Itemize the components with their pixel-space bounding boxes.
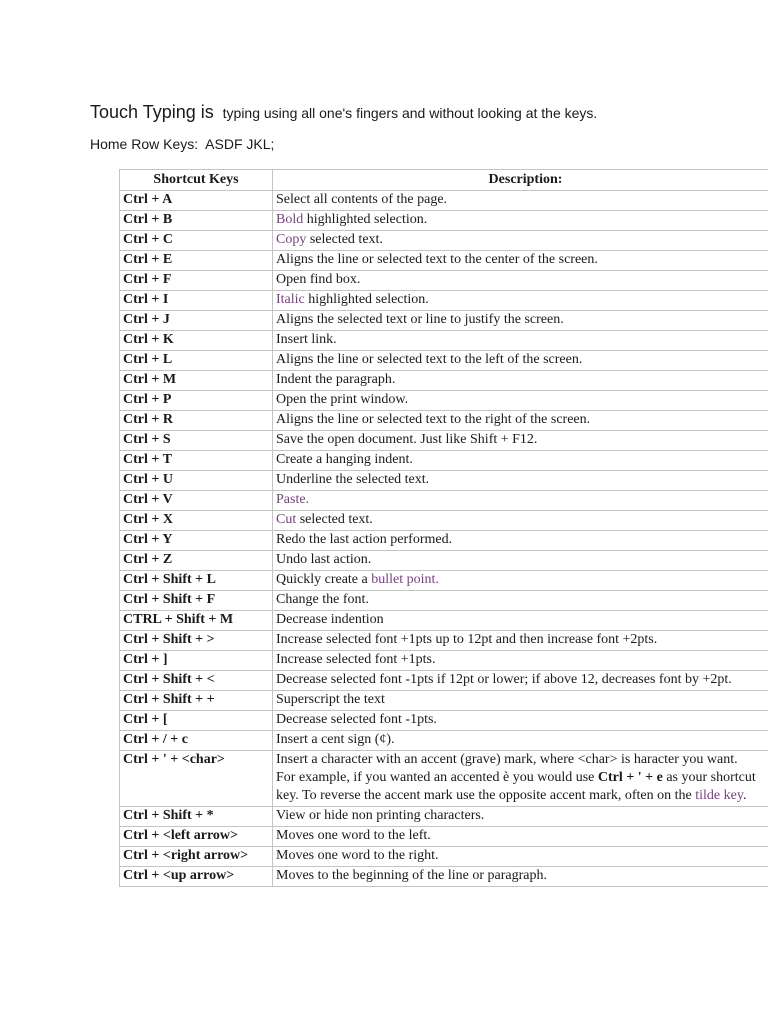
link-text[interactable]: Bold	[276, 212, 304, 227]
description-cell	[273, 291, 768, 311]
description-cell	[273, 351, 768, 371]
description-cell	[273, 631, 768, 651]
description-text: Moves one word to the right.	[276, 848, 439, 863]
shortcut-key-cell: Ctrl + C	[120, 231, 273, 251]
description-cell	[273, 411, 768, 431]
description-text: Increase selected font +1pts.	[276, 652, 436, 667]
table-row	[120, 471, 768, 491]
shortcut-key-cell: Ctrl + R	[120, 411, 273, 431]
table-row	[120, 551, 768, 571]
description-text: Change the font.	[276, 592, 369, 607]
header-shortcut-keys: Shortcut Keys	[120, 170, 273, 191]
description-text: Aligns the line or selected text to the center of the screen.	[276, 252, 598, 267]
shortcut-key-cell: Ctrl + K	[120, 331, 273, 351]
description-cell	[273, 271, 768, 291]
table-row	[120, 611, 768, 631]
shortcut-key-cell: Ctrl + M	[120, 371, 273, 391]
shortcut-key-cell: Ctrl + L	[120, 351, 273, 371]
table-row	[120, 251, 768, 271]
table-body	[120, 191, 768, 887]
table-row	[120, 847, 768, 867]
table-row	[120, 531, 768, 551]
table-row	[120, 731, 768, 751]
description-cell	[273, 867, 768, 887]
description-cell	[273, 531, 768, 551]
description-text: Redo the last action performed.	[276, 532, 453, 547]
table-row	[120, 291, 768, 311]
table-row	[120, 491, 768, 511]
table-row	[120, 311, 768, 331]
bold-text: Ctrl + ' + e	[597, 770, 663, 785]
shortcut-key-cell: Ctrl + Shift + L	[120, 571, 273, 591]
shortcut-key-cell: CTRL + Shift + M	[120, 611, 273, 631]
table-row	[120, 391, 768, 411]
description-text: View or hide non printing characters.	[276, 808, 485, 823]
heading-definition: typing using all one's fingers and without looking at the keys.	[222, 105, 598, 121]
table-row	[120, 211, 768, 231]
shortcut-key-cell: Ctrl + P	[120, 391, 273, 411]
shortcut-key-cell: Ctrl + E	[120, 251, 273, 271]
shortcut-table	[119, 169, 768, 887]
description-text: Create a hanging indent.	[276, 452, 413, 467]
table-row	[120, 807, 768, 827]
description-text: Quickly create a	[276, 572, 372, 587]
header-description: Description:	[273, 170, 768, 191]
description-cell	[273, 511, 768, 531]
table-row	[120, 571, 768, 591]
table-row	[120, 711, 768, 731]
description-cell	[273, 491, 768, 511]
shortcut-key-cell: Ctrl + <left arrow>	[120, 827, 273, 847]
description-text: Insert link.	[276, 332, 337, 347]
description-cell	[273, 231, 768, 251]
shortcut-key-cell: Ctrl + U	[120, 471, 273, 491]
description-text: Moves one word to the left.	[276, 828, 431, 843]
description-text: Save the open document. Just like Shift + F12.	[276, 432, 538, 447]
description-cell	[273, 731, 768, 751]
description-cell	[273, 651, 768, 671]
table-header-row	[120, 170, 768, 191]
description-text: selected text.	[306, 232, 383, 247]
shortcut-key-cell: Ctrl + Y	[120, 531, 273, 551]
description-cell	[273, 211, 768, 231]
description-cell	[273, 691, 768, 711]
link-text[interactable]: Cut	[276, 512, 297, 527]
shortcut-key-cell: Ctrl + Shift + *	[120, 807, 273, 827]
description-cell	[273, 451, 768, 471]
description-text: Superscript the text	[276, 692, 385, 707]
description-cell	[273, 391, 768, 411]
description-cell	[273, 551, 768, 571]
shortcut-key-cell: Ctrl + Shift + F	[120, 591, 273, 611]
description-cell	[273, 311, 768, 331]
shortcut-key-cell: Ctrl + B	[120, 211, 273, 231]
description-cell	[273, 591, 768, 611]
description-text: Increase selected font +1pts up to 12pt and then increase font +2pts.	[276, 632, 658, 647]
shortcut-key-cell: Ctrl + / + c	[120, 731, 273, 751]
table-row	[120, 671, 768, 691]
table-row	[120, 411, 768, 431]
shortcut-key-cell: Ctrl + Shift + <	[120, 671, 273, 691]
shortcut-key-cell: Ctrl + ]	[120, 651, 273, 671]
description-text: Underline the selected text.	[276, 472, 430, 487]
description-text: Decrease selected font -1pts if 12pt or lower; if above 12, decreases font by +2pt.	[276, 672, 732, 687]
shortcut-key-cell: Ctrl + Shift + >	[120, 631, 273, 651]
table-row	[120, 351, 768, 371]
home-row-keys: Home Row Keys: ASDF JKL;	[90, 136, 275, 152]
table-row	[120, 271, 768, 291]
description-cell	[273, 847, 768, 867]
shortcut-key-cell: Ctrl + [	[120, 711, 273, 731]
description-cell	[273, 571, 768, 591]
shortcut-key-cell: Ctrl + V	[120, 491, 273, 511]
shortcut-key-cell: Ctrl + X	[120, 511, 273, 531]
shortcut-key-cell: Ctrl + <up arrow>	[120, 867, 273, 887]
shortcut-key-cell: Ctrl + S	[120, 431, 273, 451]
description-cell	[273, 671, 768, 691]
description-text: Insert a cent sign (¢).	[276, 732, 395, 747]
heading-term: Touch Typing is	[90, 102, 214, 122]
link-text[interactable]: tilde key	[695, 788, 743, 803]
shortcut-key-cell: Ctrl + Z	[120, 551, 273, 571]
table-row	[120, 371, 768, 391]
description-text: Open find box.	[276, 272, 361, 287]
table-row	[120, 691, 768, 711]
shortcut-key-cell: Ctrl + I	[120, 291, 273, 311]
shortcut-key-cell: Ctrl + A	[120, 191, 273, 211]
description-cell	[273, 191, 768, 211]
description-text: Open the print window.	[276, 392, 409, 407]
table-row	[120, 331, 768, 351]
description-text: .	[742, 788, 747, 803]
description-text: Moves to the beginning of the line or paragraph.	[276, 868, 547, 883]
description-text: Decrease selected font -1pts.	[276, 712, 437, 727]
description-cell	[273, 471, 768, 491]
table-row	[120, 651, 768, 671]
description-text: Indent the paragraph.	[276, 372, 396, 387]
link-text[interactable]: Italic	[276, 292, 305, 307]
table-row	[120, 451, 768, 471]
shortcut-key-cell: Ctrl + ' + <char>	[120, 751, 273, 807]
description-cell	[273, 751, 768, 807]
description-cell	[273, 431, 768, 451]
description-text: as your shortcut key. To reverse the accent mark use the opposite accent mark, often on the	[276, 770, 756, 803]
shortcut-key-cell: Ctrl + <right arrow>	[120, 847, 273, 867]
table-row	[120, 431, 768, 451]
table-row	[120, 827, 768, 847]
table-row	[120, 191, 768, 211]
description-text: Decrease indention	[276, 612, 384, 627]
description-cell	[273, 611, 768, 631]
description-cell	[273, 827, 768, 847]
description-text: Select all contents of the page.	[276, 192, 448, 207]
description-text: Aligns the selected text or line to justify the screen.	[276, 312, 564, 327]
description-text: highlighted selection.	[304, 292, 429, 307]
description-cell	[273, 331, 768, 351]
description-text: Insert a character with an accent (grave) mark, where <char> is haracter you want. For example, if you wanted an accented è you would use	[276, 752, 738, 785]
description-text: Undo last action.	[276, 552, 372, 567]
table-row	[120, 231, 768, 251]
shortcut-key-cell: Ctrl + T	[120, 451, 273, 471]
description-text: Aligns the line or selected text to the right of the screen.	[276, 412, 591, 427]
link-text[interactable]: Copy	[276, 232, 307, 247]
table-row	[120, 511, 768, 531]
shortcut-key-cell: Ctrl + F	[120, 271, 273, 291]
table-row	[120, 751, 768, 807]
description-cell	[273, 807, 768, 827]
description-text: highlighted selection.	[303, 212, 428, 227]
table-row	[120, 591, 768, 611]
table-row	[120, 631, 768, 651]
description-cell	[273, 371, 768, 391]
table-row	[120, 867, 768, 887]
description-text: selected text.	[296, 512, 373, 527]
description-cell	[273, 251, 768, 271]
shortcut-key-cell: Ctrl + J	[120, 311, 273, 331]
description-cell	[273, 711, 768, 731]
description-text: Aligns the line or selected text to the left of the screen.	[276, 352, 583, 367]
shortcut-key-cell: Ctrl + Shift + +	[120, 691, 273, 711]
page-heading	[90, 95, 597, 125]
link-text[interactable]: bullet point.	[371, 572, 439, 587]
link-text[interactable]: Paste.	[276, 492, 310, 507]
